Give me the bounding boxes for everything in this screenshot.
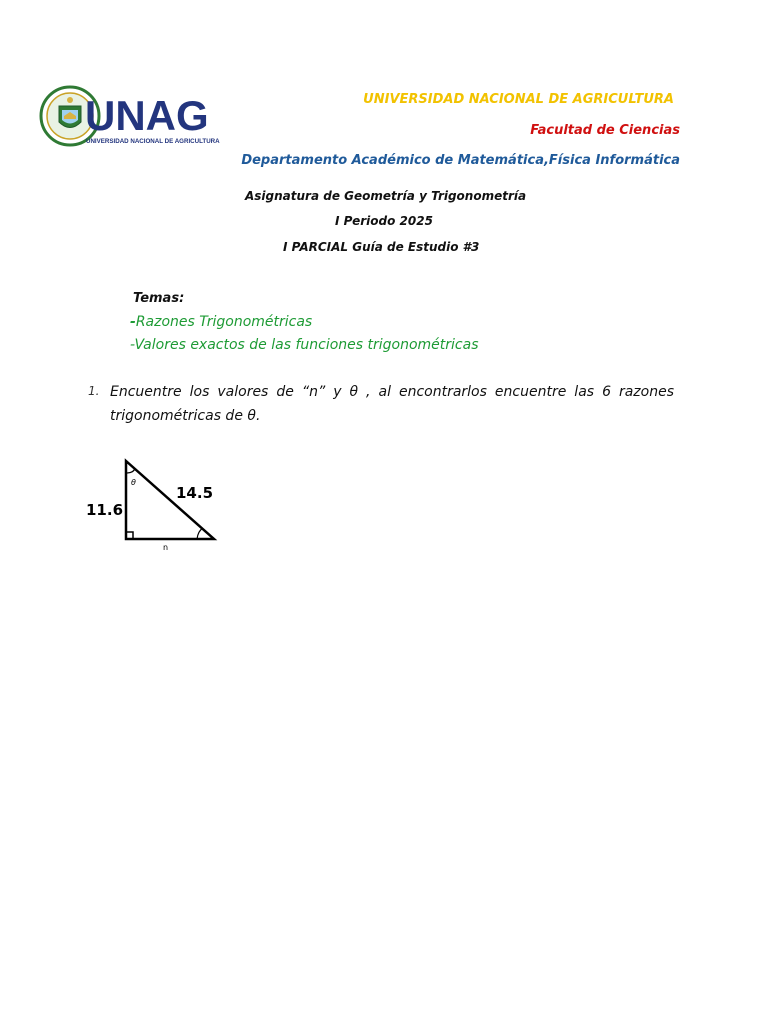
question-text: Encuentre los valores de “n” y θ , al encontrarlos encuentre las 6 razones trigonométricas de θ. — [110, 384, 674, 424]
topic-item-1 — [130, 314, 312, 330]
right-triangle-figure — [84, 455, 224, 552]
course-subject: Asignatura de Geometría y Trigonometría — [245, 189, 527, 203]
university-name: UNIVERSIDAD NACIONAL DE AGRICULTURA — [363, 92, 674, 107]
faculty-name: Facultad de Ciencias — [530, 123, 680, 138]
topic-item-2: -Valores exactos de las funciones trigonométricas — [130, 337, 479, 353]
unag-logo — [38, 86, 223, 146]
topic-item-1-dash: - — [130, 314, 136, 330]
course-period: I Periodo 2025 — [335, 214, 433, 228]
logo-subtitle: UNIVERSIDAD NACIONAL DE AGRICULTURA — [86, 138, 220, 145]
hypotenuse-label: 14.5 — [176, 484, 214, 502]
department-name: Departamento Académico de Matemática,Física Informática — [241, 153, 680, 168]
topics-title: Temas: — [133, 291, 185, 306]
side-vertical-label: 11.6 — [86, 501, 124, 519]
exam-title: I PARCIAL Guía de Estudio #3 — [283, 240, 480, 254]
logo-brand-text: UNAG — [85, 92, 209, 139]
topic-item-1-text: Razones Trigonométricas — [135, 314, 313, 330]
angle-theta-label: θ — [131, 478, 136, 487]
side-bottom-label: n — [163, 543, 169, 552]
question-number: 1. — [88, 384, 100, 398]
